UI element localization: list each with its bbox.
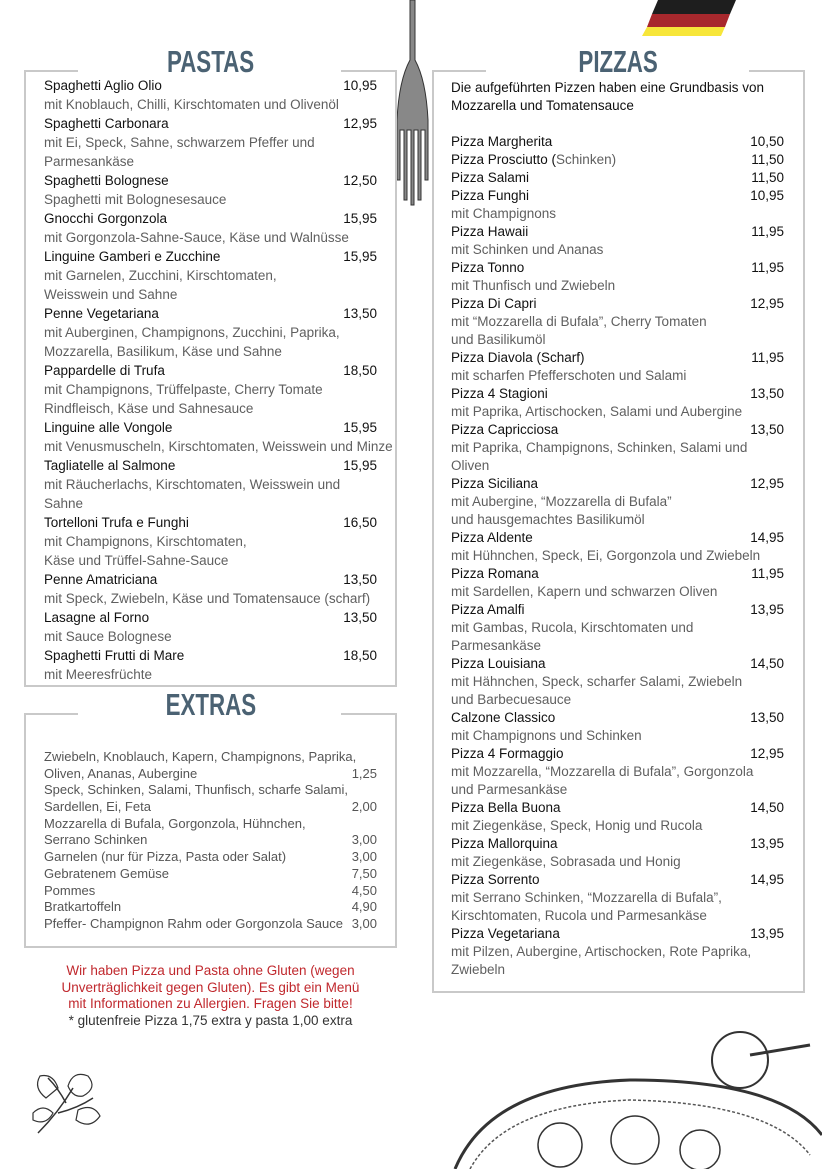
menu-item-name-text: Pizza Siciliana	[451, 476, 539, 491]
menu-item-price: 12,95	[343, 116, 377, 131]
menu-item-price: 11,95	[751, 260, 784, 275]
menu-item-row	[451, 151, 784, 169]
menu-item-description: mit Champignons, Kirschtomaten,	[44, 534, 247, 549]
menu-item-row	[451, 655, 784, 673]
menu-item-name	[44, 513, 189, 532]
menu-item-row	[451, 349, 784, 367]
menu-item-description: und Parmesankäse	[451, 782, 568, 797]
menu-item-name-note: Schinken)	[556, 152, 617, 167]
menu-item-description: mit Räucherlachs, Kirschtomaten, Weisswein und	[44, 477, 341, 492]
extra-item-text: Speck, Schinken, Salami, Thunfisch, scharfe Salami,	[44, 782, 348, 798]
extra-item-row	[44, 866, 377, 883]
menu-item-description: mit Champignons	[451, 206, 557, 221]
menu-item-description: mit Gorgonzola-Sahne-Sauce, Käse und Walnüsse	[44, 230, 349, 245]
extra-item-text: Mozzarella di Bufala, Gorgonzola, Hühnchen,	[44, 815, 306, 831]
menu-item-name-text: Pizza Margherita	[451, 134, 553, 149]
menu-item-name-text: Gnocchi Gorgonzola	[44, 211, 168, 226]
menu-item-row	[451, 871, 784, 889]
menu-item-price: 13,50	[750, 710, 784, 725]
menu-item-name	[451, 529, 533, 547]
menu-item-name-text: Pizza Diavola (Scharf)	[451, 350, 585, 365]
menu-item-description: Parmesankäse	[451, 638, 542, 653]
menu-item-price: 10,95	[750, 188, 784, 203]
menu-item-price: 18,50	[343, 363, 377, 378]
menu-item-name-text: Pizza Hawaii	[451, 224, 529, 239]
extras-section	[24, 687, 397, 948]
gluten-note-line: mit Informationen zu Allergien. Fragen Sie bitte!	[68, 996, 353, 1011]
menu-item-price: 15,95	[343, 458, 377, 473]
menu-item-name-text: Penne Vegetariana	[44, 306, 159, 321]
menu-item-name-text: Calzone Classico	[451, 710, 556, 725]
menu-item-price: 13,50	[343, 610, 377, 625]
menu-item-row	[44, 570, 377, 589]
menu-item-row	[44, 608, 377, 627]
menu-item-description: mit Thunfisch und Zwiebeln	[451, 278, 616, 293]
menu-item-price: 13,95	[750, 602, 784, 617]
menu-item-price: 12,95	[750, 296, 784, 311]
extra-item-row	[44, 766, 377, 783]
menu-item-row	[44, 646, 377, 665]
extra-item-row	[44, 916, 377, 933]
menu-item-name-text: Spaghetti Frutti di Mare	[44, 648, 185, 663]
menu-item-row	[451, 709, 784, 727]
menu-item-description: mit Schinken und Ananas	[451, 242, 604, 257]
menu-item-name	[451, 151, 616, 169]
menu-item-description: mit Serrano Schinken, “Mozzarella di Bufala”,	[451, 890, 722, 905]
menu-item-name-text: Pizza Louisiana	[451, 656, 546, 671]
menu-item-price: 18,50	[343, 648, 377, 663]
menu-item-price: 13,50	[343, 306, 377, 321]
menu-item-price: 11,50	[751, 152, 784, 167]
menu-item-price: 14,95	[750, 530, 784, 545]
menu-item-description: und hausgemachtes Basilikumöl	[451, 512, 645, 527]
extra-item-row	[44, 799, 377, 816]
menu-item-description: mit Paprika, Champignons, Schinken, Salami und	[451, 440, 748, 455]
menu-item-price: 13,50	[750, 422, 784, 437]
extra-item-price: 7,50	[351, 865, 377, 881]
menu-item-price: 13,50	[750, 386, 784, 401]
menu-item-price: 11,95	[751, 350, 784, 365]
menu-item-description: mit Ziegenkäse, Sobrasada und Honig	[451, 854, 681, 869]
menu-item-price: 13,95	[750, 836, 784, 851]
menu-item-price: 11,50	[751, 170, 784, 185]
menu-item-name-text: Pizza Capricciosa	[451, 422, 559, 437]
menu-item-row	[451, 421, 784, 439]
pizza-intro-line: Mozzarella und Tomatensauce	[451, 98, 634, 113]
menu-item-price: 12,50	[343, 173, 377, 188]
menu-item-name	[451, 799, 561, 817]
menu-item-description: Parmesankäse	[44, 154, 135, 169]
pizza-intro-line: Die aufgeführten Pizzen haben eine Grundbasis von	[451, 80, 764, 95]
gluten-note-line: Wir haben Pizza und Pasta ohne Gluten (wegen	[66, 963, 355, 978]
menu-item-name-text: Lasagne al Forno	[44, 610, 150, 625]
menu-item-description: mit Pilzen, Aubergine, Artischocken, Rote Paprika,	[451, 944, 752, 959]
menu-item-description: mit scharfen Pfefferschoten und Salami	[451, 368, 687, 383]
extra-item-row	[44, 849, 377, 866]
menu-item-name	[451, 871, 540, 889]
gluten-note-line: Unverträglichkeit gegen Gluten). Es gibt ein Menü	[61, 979, 360, 995]
extra-item-price: 3,00	[351, 849, 377, 865]
menu-item-row	[451, 169, 784, 187]
menu-item-description: mit Knoblauch, Chilli, Kirschtomaten und Olivenöl	[44, 97, 339, 112]
menu-item-description: mit Hähnchen, Speck, scharfer Salami, Zwiebeln	[451, 674, 743, 689]
extra-item-text: Gebratenem Gemüse	[44, 865, 170, 881]
menu-item-name	[451, 565, 539, 583]
menu-item-price: 15,95	[343, 249, 377, 264]
menu-item-name	[451, 385, 548, 403]
menu-item-description: mit Paprika, Artischocken, Salami und Aubergine	[451, 404, 743, 419]
menu-item-name	[451, 655, 546, 673]
menu-item-row	[451, 259, 784, 277]
menu-item-name-text: Spaghetti Aglio Olio	[44, 78, 162, 93]
menu-item-row	[451, 529, 784, 547]
menu-item-name	[44, 570, 157, 589]
menu-item-row	[451, 925, 784, 943]
menu-item-price: 14,50	[750, 656, 784, 671]
menu-item-name	[451, 169, 529, 187]
extra-item-row	[44, 832, 377, 849]
menu-item-name	[451, 745, 564, 763]
pizza-section	[432, 44, 805, 993]
menu-item-price: 14,95	[750, 872, 784, 887]
menu-item-price: 16,50	[343, 515, 377, 530]
menu-item-description: mit Mozzarella, “Mozzarella di Bufala”, Gorgonzola	[451, 764, 754, 779]
menu-item-price: 11,95	[751, 224, 784, 239]
menu-item-name-text: Pizza Bella Buona	[451, 800, 561, 815]
pasta-section	[24, 44, 397, 687]
menu-item-name	[44, 209, 167, 228]
menu-item-row	[451, 295, 784, 313]
gluten-price-note: * glutenfreie Pizza 1,75 extra y pasta 1,00 extra	[68, 1012, 353, 1028]
menu-item-row	[44, 247, 377, 266]
menu-item-name	[451, 187, 529, 205]
menu-item-description: mit Speck, Zwiebeln, Käse und Tomatensauce (scharf)	[44, 591, 371, 606]
menu-item-name	[451, 295, 537, 313]
menu-item-name	[451, 133, 552, 151]
menu-item-name	[451, 835, 558, 853]
section-title: PASTAS	[26, 44, 395, 80]
menu-item-row	[451, 745, 784, 763]
extra-item-text: Garnelen (nur für Pizza, Pasta oder Salat)	[44, 849, 287, 865]
menu-item-name-text: Spaghetti Bolognese	[44, 173, 169, 188]
menu-item-name	[44, 114, 169, 133]
menu-item-name-text: Pizza 4 Stagioni	[451, 386, 548, 401]
menu-item-price: 13,50	[343, 572, 377, 587]
parsley-illustration	[28, 1068, 103, 1138]
menu-item-name	[451, 709, 555, 727]
menu-item-description: mit Sardellen, Kapern und schwarzen Oliven	[451, 584, 718, 599]
pasta-list	[44, 76, 393, 684]
menu-item-name	[451, 349, 585, 367]
extra-item-text: Pfeffer- Champignon Rahm oder Gorgonzola Sauce	[44, 915, 343, 931]
menu-item-price: 15,95	[343, 211, 377, 226]
menu-item-description: mit Garnelen, Zucchini, Kirschtomaten,	[44, 268, 277, 283]
menu-item-name	[44, 247, 220, 266]
menu-item-name	[44, 418, 172, 437]
menu-item-description: mit Champignons und Schinken	[451, 728, 642, 743]
menu-item-name-text: Pappardelle di Trufa	[44, 363, 165, 378]
menu-item-name-text: Linguine alle Vongole	[44, 420, 173, 435]
menu-item-price: 12,95	[750, 476, 784, 491]
menu-item-price: 10,95	[343, 78, 377, 93]
menu-item-name-text: Spaghetti Carbonara	[44, 116, 169, 131]
menu-item-description: Oliven	[451, 458, 490, 473]
menu-item-name	[451, 421, 558, 439]
extra-item-price: 4,90	[351, 899, 377, 915]
menu-item-description: Rindfleisch, Käse und Sahnesauce	[44, 401, 254, 416]
menu-item-price: 12,95	[750, 746, 784, 761]
menu-item-description: Mozzarella, Basilikum, Käse und Sahne	[44, 344, 282, 359]
extra-item-row	[44, 816, 377, 833]
menu-item-name	[451, 223, 528, 241]
menu-item-description: mit Auberginen, Champignons, Zucchini, Paprika,	[44, 325, 340, 340]
menu-item-description: mit Hühnchen, Speck, Ei, Gorgonzola und Zwiebeln	[451, 548, 761, 563]
menu-item-row	[451, 385, 784, 403]
menu-item-name	[44, 608, 149, 627]
menu-item-row	[44, 171, 377, 190]
menu-item-name-text: Pizza Tonno	[451, 260, 525, 275]
menu-item-row	[44, 361, 377, 380]
menu-item-description: mit Champignons, Trüffelpaste, Cherry Tomate	[44, 382, 323, 397]
menu-item-name	[44, 76, 162, 95]
menu-item-name-text: Pizza Amalfi	[451, 602, 525, 617]
menu-item-price: 11,95	[751, 566, 784, 581]
menu-item-row	[451, 475, 784, 493]
pizza-illustration	[450, 1025, 822, 1169]
section-title: PIZZAS	[434, 44, 803, 80]
extra-item-row	[44, 883, 377, 900]
menu-item-name-text: Pizza Romana	[451, 566, 539, 581]
extra-item-row	[44, 782, 377, 799]
menu-item-row	[44, 456, 377, 475]
menu-item-name	[451, 601, 525, 619]
menu-item-description: mit Meeresfrüchte	[44, 667, 153, 682]
menu-item-row	[44, 304, 377, 323]
menu-item-description: mit Ei, Speck, Sahne, schwarzem Pfeffer und	[44, 135, 315, 150]
extras-list	[44, 749, 377, 933]
menu-item-description: und Barbecuesauce	[451, 692, 572, 707]
menu-item-name-text: Linguine Gamberi e Zucchine	[44, 249, 221, 264]
menu-item-name-text: Pizza Di Capri	[451, 296, 537, 311]
extra-item-text: Pommes	[44, 882, 96, 898]
menu-item-row	[451, 799, 784, 817]
menu-item-description: mit Ziegenkäse, Speck, Honig und Rucola	[451, 818, 703, 833]
extra-item-text: Oliven, Ananas, Aubergine	[44, 765, 198, 781]
menu-item-row	[44, 513, 377, 532]
menu-item-name	[44, 171, 169, 190]
extra-item-price: 2,00	[351, 799, 377, 815]
menu-item-price: 10,50	[750, 134, 784, 149]
menu-item-name	[44, 361, 165, 380]
menu-item-price: 13,95	[750, 926, 784, 941]
extra-item-price: 1,25	[351, 765, 377, 781]
extra-item-text: Sardellen, Ei, Feta	[44, 799, 151, 815]
menu-item-description: Zwiebeln	[451, 962, 506, 977]
menu-item-description: Sahne	[44, 496, 84, 511]
menu-item-name-text: Pizza Vegetariana	[451, 926, 560, 941]
menu-item-name	[44, 304, 159, 323]
menu-item-row	[451, 223, 784, 241]
menu-item-row	[451, 187, 784, 205]
menu-item-description: Kirschtomaten, Rucola und Parmesankäse	[451, 908, 707, 923]
menu-item-name	[451, 259, 524, 277]
menu-item-name-text: Pizza Sorrento	[451, 872, 540, 887]
menu-item-description: mit Venusmuscheln, Kirschtomaten, Weisswein und Minze	[44, 439, 393, 454]
extra-item-text: Bratkartoffeln	[44, 899, 122, 915]
menu-item-description: Weisswein und Sahne	[44, 287, 178, 302]
menu-item-name	[44, 646, 184, 665]
menu-item-name	[451, 925, 560, 943]
menu-item-name-text: Pizza Mallorquina	[451, 836, 558, 851]
extra-item-row	[44, 749, 377, 766]
menu-item-row	[451, 835, 784, 853]
menu-item-row	[44, 76, 377, 95]
menu-item-row	[44, 114, 377, 133]
extra-item-price: 4,50	[351, 882, 377, 898]
menu-item-description: mit Gambas, Rucola, Kirschtomaten und	[451, 620, 694, 635]
pizza-intro	[451, 79, 784, 115]
extra-item-text: Zwiebeln, Knoblauch, Kapern, Champignons, Paprika,	[44, 749, 357, 764]
menu-item-name-text: Penne Amatriciana	[44, 572, 158, 587]
extra-item-price: 3,00	[351, 915, 377, 931]
section-title: EXTRAS	[26, 687, 395, 723]
pizza-list	[451, 79, 784, 979]
german-flag-icon	[640, 0, 740, 38]
menu-item-description: mit “Mozzarella di Bufala”, Cherry Tomaten	[451, 314, 707, 329]
menu-item-name-text: Tagliatelle al Salmone	[44, 458, 176, 473]
menu-item-row	[451, 133, 784, 151]
menu-item-price: 15,95	[343, 420, 377, 435]
menu-item-name-text: Tortelloni Trufa e Funghi	[44, 515, 189, 530]
extra-item-row	[44, 899, 377, 916]
menu-item-name-text: Pizza 4 Formaggio	[451, 746, 564, 761]
menu-item-name	[44, 456, 175, 475]
menu-item-name-text: Pizza Aldente	[451, 530, 533, 545]
gluten-note	[24, 963, 397, 1029]
extra-item-text: Serrano Schinken	[44, 832, 148, 848]
menu-item-row	[451, 601, 784, 619]
menu-item-description: mit Sauce Bolognese	[44, 629, 172, 644]
extra-item-price: 3,00	[351, 832, 377, 848]
menu-item-row	[44, 209, 377, 228]
menu-item-description: mit Aubergine, “Mozzarella di Bufala”	[451, 494, 672, 509]
menu-item-description: Spaghetti mit Bolognesesauce	[44, 192, 227, 207]
menu-item-description: und Basilikumöl	[451, 332, 546, 347]
menu-item-name	[451, 475, 538, 493]
menu-item-price: 14,50	[750, 800, 784, 815]
menu-item-name-text: Pizza Funghi	[451, 188, 530, 203]
menu-item-description: Käse und Trüffel-Sahne-Sauce	[44, 553, 229, 568]
menu-item-row	[451, 565, 784, 583]
menu-item-row	[44, 418, 377, 437]
menu-item-name-text: Pizza Salami	[451, 170, 530, 185]
menu-item-name-text: Pizza Prosciutto (	[451, 152, 557, 167]
